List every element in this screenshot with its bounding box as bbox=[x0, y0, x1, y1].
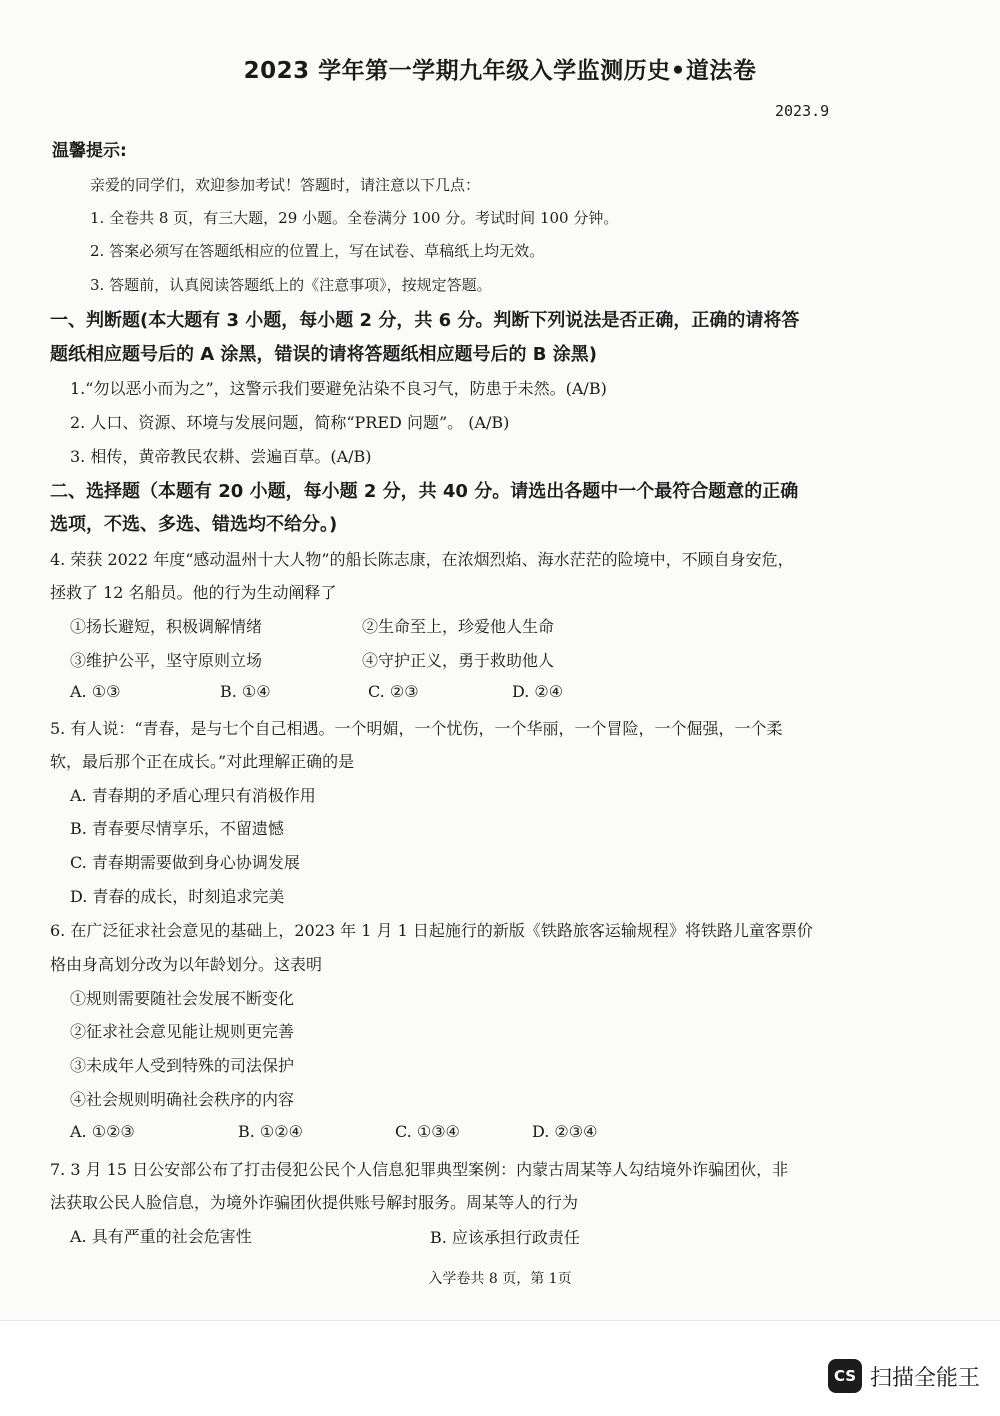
q6-statement: ④社会规则明确社会秩序的内容 bbox=[70, 1090, 295, 1109]
question-1: 1.“勿以恶小而为之”，这警示我们要避免沾染不良习气，防患于未然。(A/B) bbox=[70, 379, 607, 398]
q5-option-c: C. 青春期需要做到身心协调发展 bbox=[70, 853, 300, 872]
question-6-stem: 6. 在广泛征求社会意见的基础上，2023 年 1 月 1 日起施行的新版《铁路旅客运输规程》将铁路儿童客票价 bbox=[50, 921, 813, 940]
question-4-stem-cont: 拯救了 12 名船员。他的行为生动阐释了 bbox=[50, 583, 337, 602]
camscanner-watermark bbox=[828, 1359, 980, 1393]
q4-option-d: D. ②④ bbox=[512, 682, 564, 701]
q4-statement: ④守护正义，勇于救助他人 bbox=[362, 651, 555, 670]
hint-line: 1. 全卷共 8 页，有三大题，29 小题。全卷满分 100 分。考试时间 100 分钟。 bbox=[90, 209, 619, 227]
q5-option-a: A. 青春期的矛盾心理只有消极作用 bbox=[70, 786, 316, 805]
question-5-stem-cont: 软，最后那个正在成长。”对此理解正确的是 bbox=[50, 752, 355, 771]
section1-heading-cont: 题纸相应题号后的 A 涂黑，错误的请将答题纸相应题号后的 B 涂黑) bbox=[50, 344, 597, 365]
q4-option-c: C. ②③ bbox=[368, 682, 419, 701]
q4-statement: ②生命至上，珍爱他人生命 bbox=[362, 617, 555, 636]
q6-statement: ③未成年人受到特殊的司法保护 bbox=[70, 1056, 295, 1075]
section2-heading-cont: 选项，不选、多选、错选均不给分。) bbox=[50, 514, 338, 535]
camscanner-text: 扫描全能王 bbox=[870, 1365, 981, 1391]
question-3: 3. 相传，黄帝教民农耕、尝遍百草。(A/B) bbox=[70, 447, 372, 466]
q6-option-b: B. ①②④ bbox=[238, 1122, 303, 1141]
page-footer: 入学卷共 8 页，第 1页 bbox=[428, 1271, 572, 1287]
q6-option-d: D. ②③④ bbox=[532, 1122, 598, 1141]
q7-option-a: A. 具有严重的社会危害性 bbox=[70, 1227, 252, 1246]
hint-line: 亲爱的同学们，欢迎参加考试！答题时，请注意以下几点： bbox=[90, 176, 481, 194]
section1-heading: 一、判断题(本大题有 3 小题，每小题 2 分，共 6 分。判断下列说法是否正确，正确的请将答 bbox=[50, 310, 800, 331]
exam-title: 2023 学年第一学期九年级入学监测历史•道法卷 bbox=[243, 58, 757, 84]
q7-option-b: B. 应该承担行政责任 bbox=[430, 1228, 580, 1247]
q5-option-b: B. 青春要尽情享乐，不留遗憾 bbox=[70, 819, 284, 838]
hint-line: 2. 答案必须写在答题纸相应的位置上，写在试卷、草稿纸上均无效。 bbox=[90, 242, 545, 260]
camscanner-logo-icon: CS bbox=[828, 1359, 862, 1393]
question-7-stem-cont: 法获取公民人脸信息，为境外诈骗团伙提供账号解封服务。周某等人的行为 bbox=[50, 1193, 579, 1212]
q6-option-a: A. ①②③ bbox=[70, 1122, 135, 1141]
question-2: 2. 人口、资源、环境与发展问题，简称“PRED 问题”。 (A/B) bbox=[70, 413, 510, 432]
q4-statement: ①扬长避短，积极调解情绪 bbox=[70, 617, 263, 636]
question-4-stem: 4. 荣获 2022 年度“感动温州十大人物”的船长陈志康，在浓烟烈焰、海水茫茫的险境中，不顾自身安危， bbox=[50, 550, 794, 569]
q4-statement: ③维护公平，坚守原则立场 bbox=[70, 651, 263, 670]
hint-heading: 温馨提示: bbox=[52, 141, 127, 161]
question-7-stem: 7. 3 月 15 日公安部公布了打击侵犯公民个人信息犯罪典型案例：内蒙古周某等人勾结境外诈骗团伙，非 bbox=[50, 1160, 789, 1179]
section2-heading: 二、选择题（本题有 20 小题，每小题 2 分，共 40 分。请选出各题中一个最符合题意的正确 bbox=[50, 481, 799, 502]
q6-statement: ①规则需要随社会发展不断变化 bbox=[70, 989, 295, 1008]
exam-date: 2023.9 bbox=[775, 102, 830, 120]
q6-option-c: C. ①③④ bbox=[395, 1122, 460, 1141]
q4-option-a: A. ①③ bbox=[70, 682, 121, 701]
q4-option-b: B. ①④ bbox=[220, 682, 271, 701]
q6-statement: ②征求社会意见能让规则更完善 bbox=[70, 1022, 295, 1041]
question-6-stem-cont: 格由身高划分改为以年龄划分。这表明 bbox=[50, 955, 323, 974]
q5-option-d: D. 青春的成长，时刻追求完美 bbox=[70, 887, 285, 906]
question-5-stem: 5. 有人说：“青春，是与七个自己相遇。一个明媚，一个忧伤，一个华丽，一个冒险，一个倔强，一个柔 bbox=[50, 719, 783, 738]
hint-line: 3. 答题前，认真阅读答题纸上的《注意事项》，按规定答题。 bbox=[90, 276, 492, 294]
